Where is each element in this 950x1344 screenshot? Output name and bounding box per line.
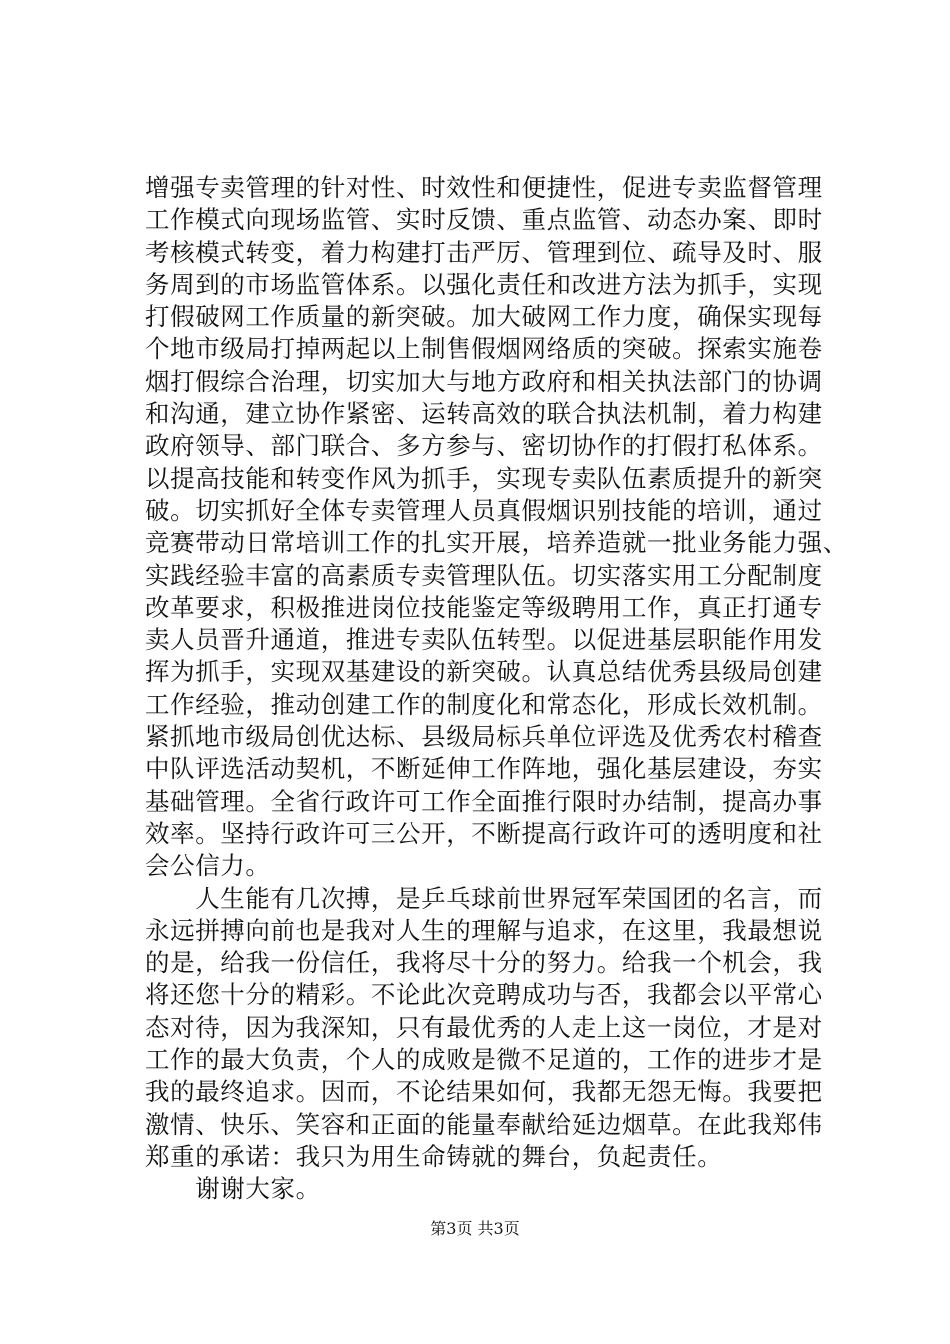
text-line: 增强专卖管理的针对性、时效性和便捷性，促进专卖监督管理	[145, 173, 823, 202]
text-line: 实践经验丰富的高素质专卖管理队伍。切实落实用工分配制度	[145, 560, 823, 590]
text-line: 改革要求，积极推进岗位技能鉴定等级聘用工作，真正打通专	[145, 592, 823, 622]
text-line: 以提高技能和转变作风为抓手，实现专卖队伍素质提升的新突	[145, 463, 823, 493]
text-line: 竞赛带动日常培训工作的扎实开展，培养造就一批业务能力强、	[145, 528, 848, 558]
text-line: 工作模式向现场监管、实时反馈、重点监管、动态办案、即时	[145, 205, 823, 235]
text-line: 卖人员晋升通道，推进专卖队伍转型。以促进基层职能作用发	[145, 625, 823, 655]
text-line: 基础管理。全省行政许可工作全面推行限时办结制，提高办事	[145, 786, 823, 816]
page-footer: 第3页 共3页	[430, 1219, 520, 1238]
text-line: 态对待，因为我深知，只有最优秀的人走上这一岗位，才是对	[145, 1012, 823, 1042]
text-line: 将还您十分的精彩。不论此次竞聘成功与否，我都会以平常心	[145, 980, 823, 1010]
text-line: 的是，给我一份信任，我将尽十分的努力。给我一个机会，我	[145, 948, 823, 978]
text-line: 效率。坚持行政许可三公开，不断提高行政许可的透明度和社	[145, 818, 823, 848]
text-line: 烟打假综合治理，切实加大与地方政府和相关执法部门的协调	[145, 366, 823, 396]
text-line: 人生能有几次搏，是乒乓球前世界冠军荣国团的名言，而	[145, 883, 823, 913]
body-text	[145, 172, 848, 1206]
text-line: 紧抓地市级局创优达标、县级局标兵单位评选及优秀农村稽查	[145, 722, 823, 752]
text-line: 务周到的市场监管体系。以强化责任和改进方法为抓手，实现	[145, 269, 823, 299]
text-line: 政府领导、部门联合、多方参与、密切协作的打假打私体系。	[145, 431, 823, 461]
text-line: 破。切实抓好全体专卖管理人员真假烟识别技能的培训，通过	[145, 495, 823, 525]
text-line: 工作经验，推动创建工作的制度化和常态化，形成长效机制。	[145, 689, 823, 719]
text-line: 会公信力。	[145, 851, 271, 881]
text-line: 永远拼搏向前也是我对人生的理解与追求，在这里，我最想说	[145, 915, 823, 945]
text-line: 工作的最大负责，个人的成败是微不足道的，工作的进步才是	[145, 1045, 823, 1075]
text-line: 和沟通，建立协作紧密、运转高效的联合执法机制，着力构建	[145, 399, 823, 429]
text-line: 我的最终追求。因而，不论结果如何，我都无怨无悔。我要把	[145, 1077, 823, 1107]
text-line: 挥为抓手，实现双基建设的新突破。认真总结优秀县级局创建	[145, 657, 823, 687]
text-line: 中队评选活动契机，不断延伸工作阵地，强化基层建设，夯实	[145, 754, 823, 784]
text-line: 考核模式转变，着力构建打击严厉、管理到位、疏导及时、服	[145, 237, 823, 267]
text-line: 谢谢大家。	[145, 1174, 321, 1204]
text-line: 激情、快乐、笑容和正面的能量奉献给延边烟草。在此我郑伟	[145, 1109, 823, 1139]
text-line: 郑重的承诺：我只为用生命铸就的舞台，负起责任。	[145, 1141, 723, 1171]
text-line: 个地市级局打掉两起以上制售假烟网络质的突破。探索实施卷	[145, 334, 823, 364]
text-line: 打假破网工作质量的新突破。加大破网工作力度，确保实现每	[145, 302, 823, 332]
